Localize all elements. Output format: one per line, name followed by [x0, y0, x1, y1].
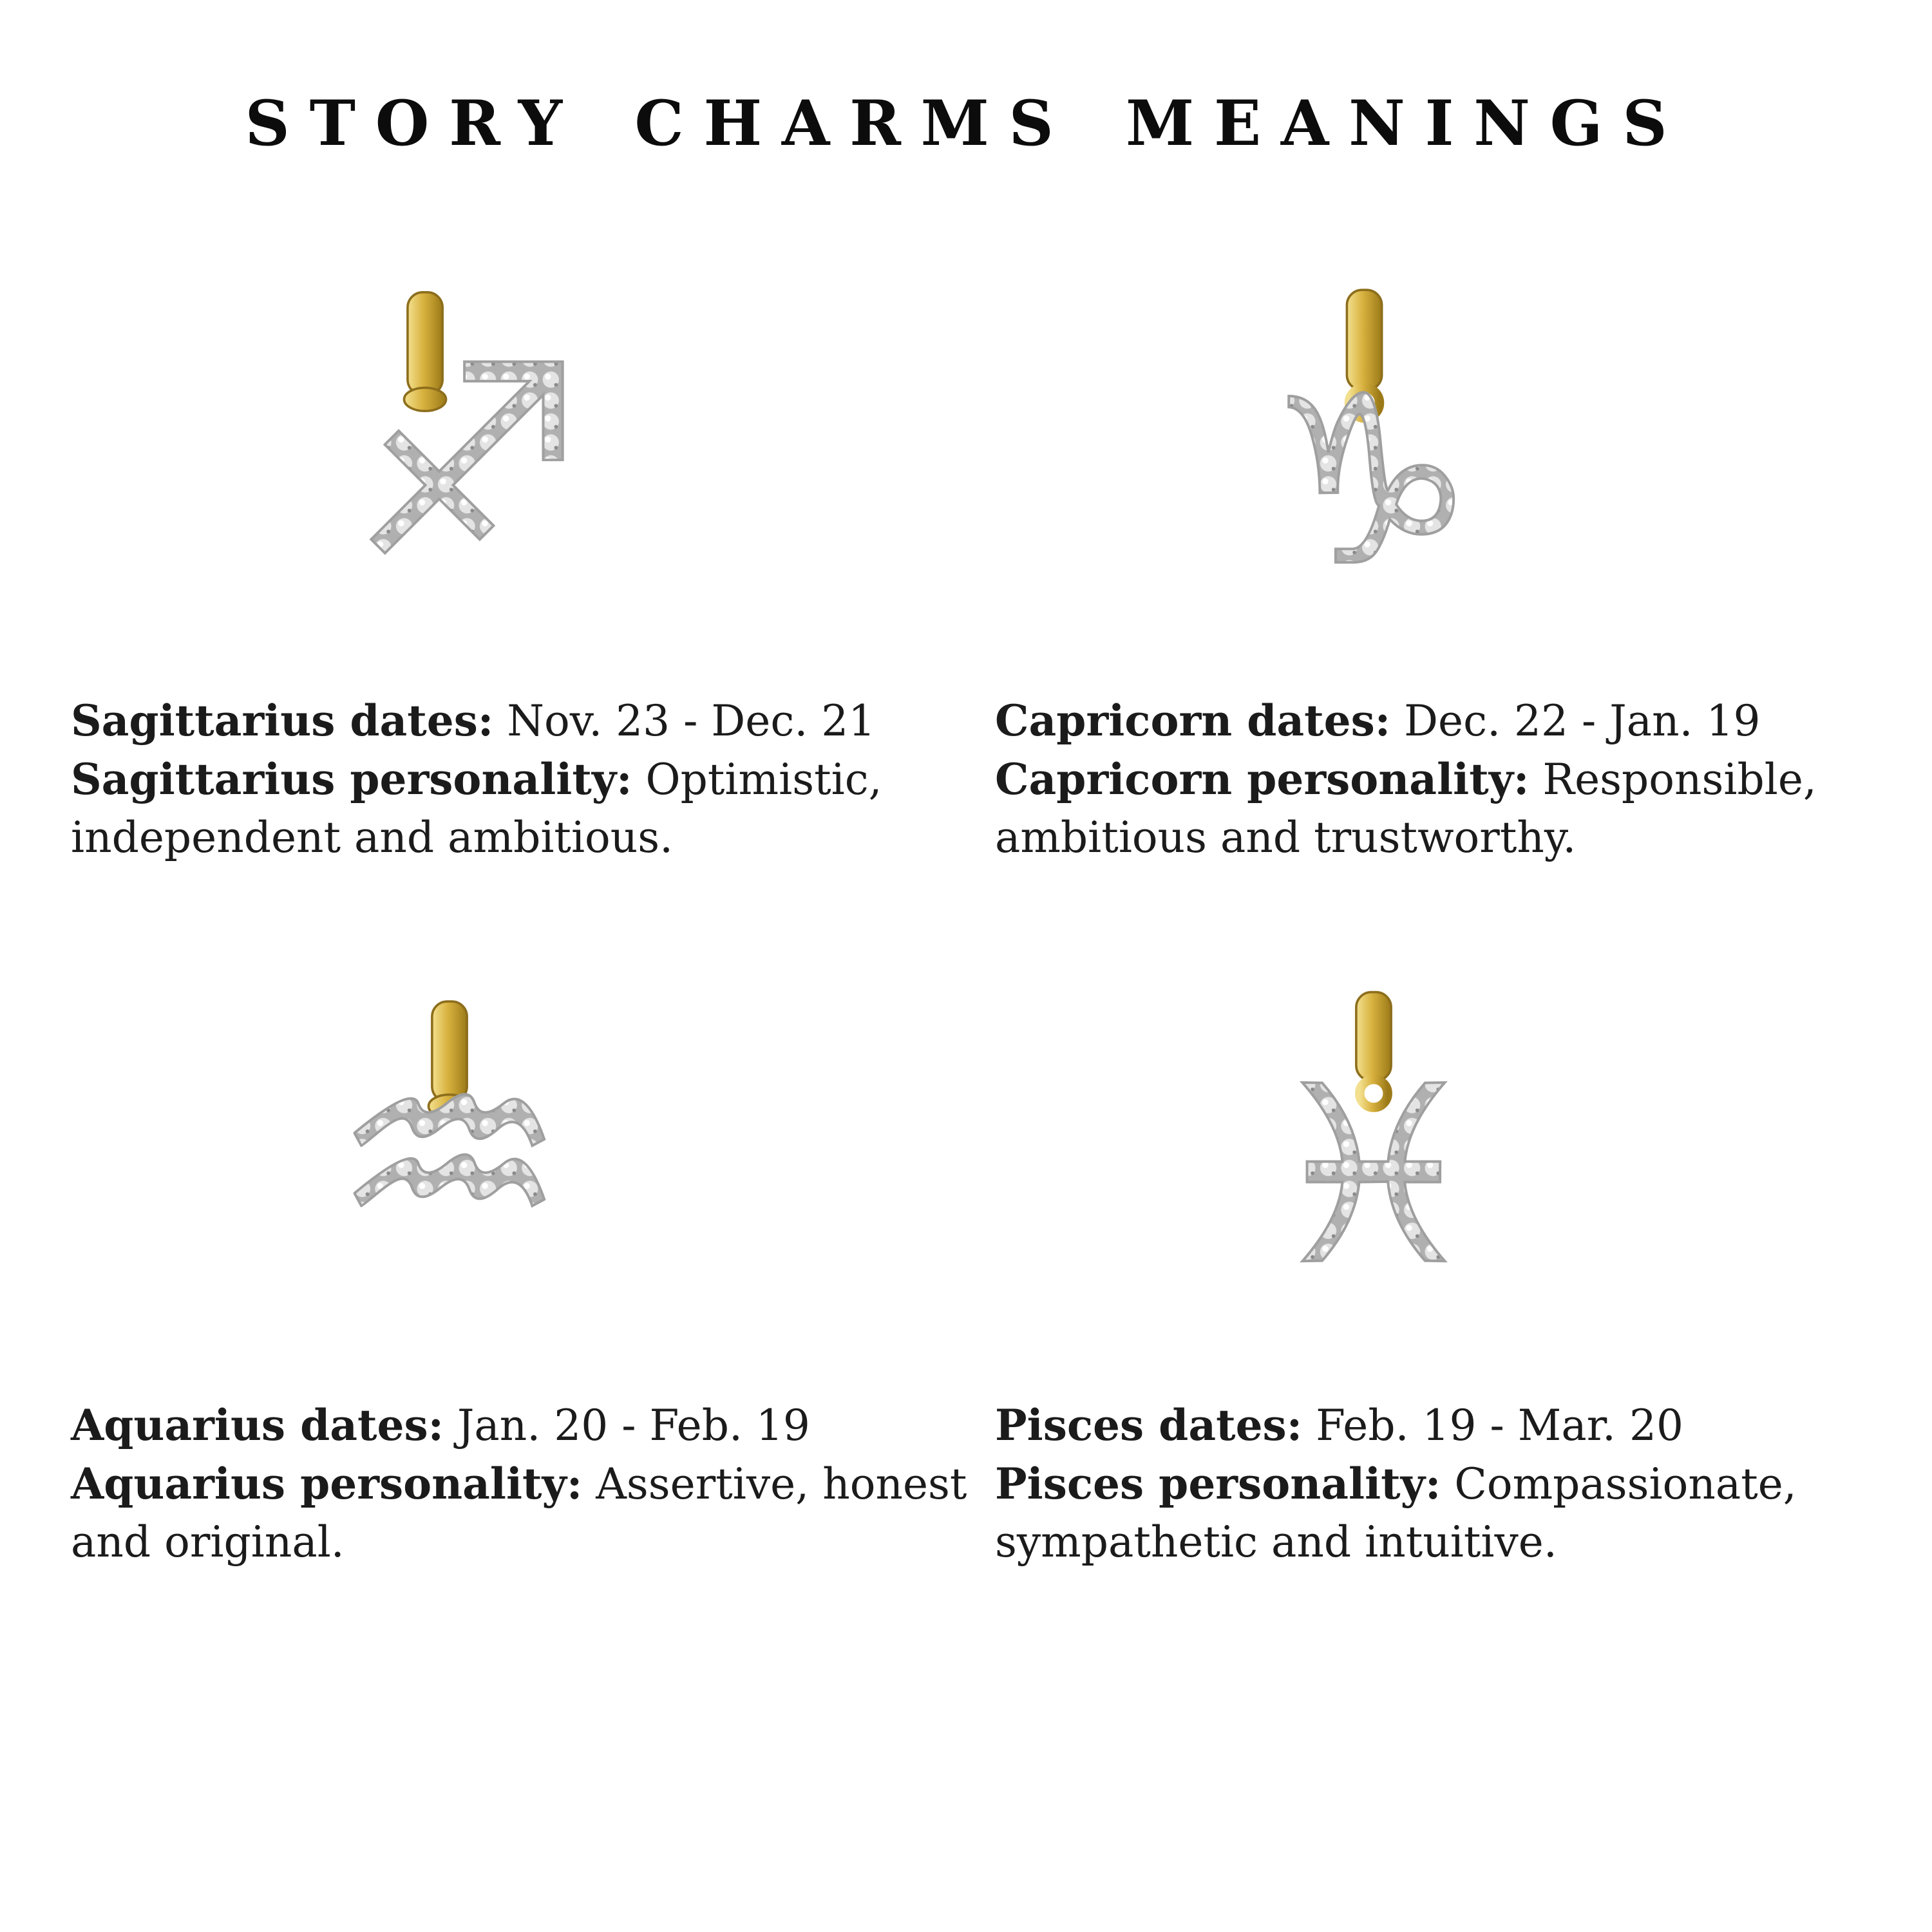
pisces-symbol-icon: ♓: [1264, 1034, 1483, 1293]
pisces-charm-image: [1234, 990, 1513, 1293]
pisces-section: [995, 867, 1919, 1571]
aquarius-charm-image: [310, 990, 589, 1293]
sagittarius-symbol-icon: ♐: [349, 309, 584, 588]
pisces-dates-label: Pisces dates:: [995, 1399, 1303, 1450]
aquarius-dates-label: Aquarius dates:: [71, 1399, 444, 1450]
sagittarius-info-text: [71, 681, 985, 867]
aquarius-dates-value: Jan. 20 - Feb. 19: [457, 1400, 810, 1450]
sagittarius-charm-photo: [71, 192, 995, 681]
pisces-personality-value: Compassionate, sympathetic and intuitive.: [995, 1459, 1797, 1567]
capricorn-dates-value: Dec. 22 - Jan. 19: [1404, 696, 1761, 746]
pisces-info-text: [995, 1386, 1909, 1571]
aquarius-section: [71, 867, 995, 1571]
sagittarius-section: [71, 158, 995, 867]
aquarius-personality-label: Aquarius personality:: [71, 1458, 583, 1509]
sagittarius-dates-label: Sagittarius dates:: [71, 695, 494, 746]
capricorn-dates-label: Capricorn dates:: [995, 695, 1391, 746]
pisces-personality-label: Pisces personality:: [995, 1458, 1441, 1509]
sagittarius-charm-image: [310, 285, 589, 588]
charms-row-2: [0, 867, 1932, 1571]
aquarius-info-text: [71, 1386, 985, 1571]
pisces-dates-value: Feb. 19 - Mar. 20: [1316, 1400, 1683, 1450]
sagittarius-personality-value: Optimistic, independent and ambitious.: [71, 754, 882, 862]
capricorn-symbol-icon: ♑: [1266, 346, 1475, 588]
sagittarius-personality-label: Sagittarius personality:: [71, 753, 632, 804]
capricorn-section: [995, 158, 1919, 867]
capricorn-charm-photo: [995, 192, 1919, 681]
charms-row-1: [0, 158, 1932, 867]
pisces-charm-photo: [995, 896, 1919, 1386]
aquarius-personality-value: Assertive, honest and original.: [71, 1459, 967, 1567]
capricorn-personality-value: Responsible, ambitious and trustworthy.: [995, 754, 1817, 862]
sagittarius-dates-value: Nov. 23 - Dec. 21: [507, 696, 876, 746]
aquarius-symbol-icon: ♒: [332, 1002, 567, 1293]
capricorn-personality-label: Capricorn personality:: [995, 753, 1530, 804]
aquarius-charm-photo: [71, 896, 995, 1386]
capricorn-charm-image: [1234, 285, 1513, 588]
page-title: STORY CHARMS MEANINGS: [245, 87, 1687, 160]
capricorn-info-text: [995, 681, 1909, 867]
